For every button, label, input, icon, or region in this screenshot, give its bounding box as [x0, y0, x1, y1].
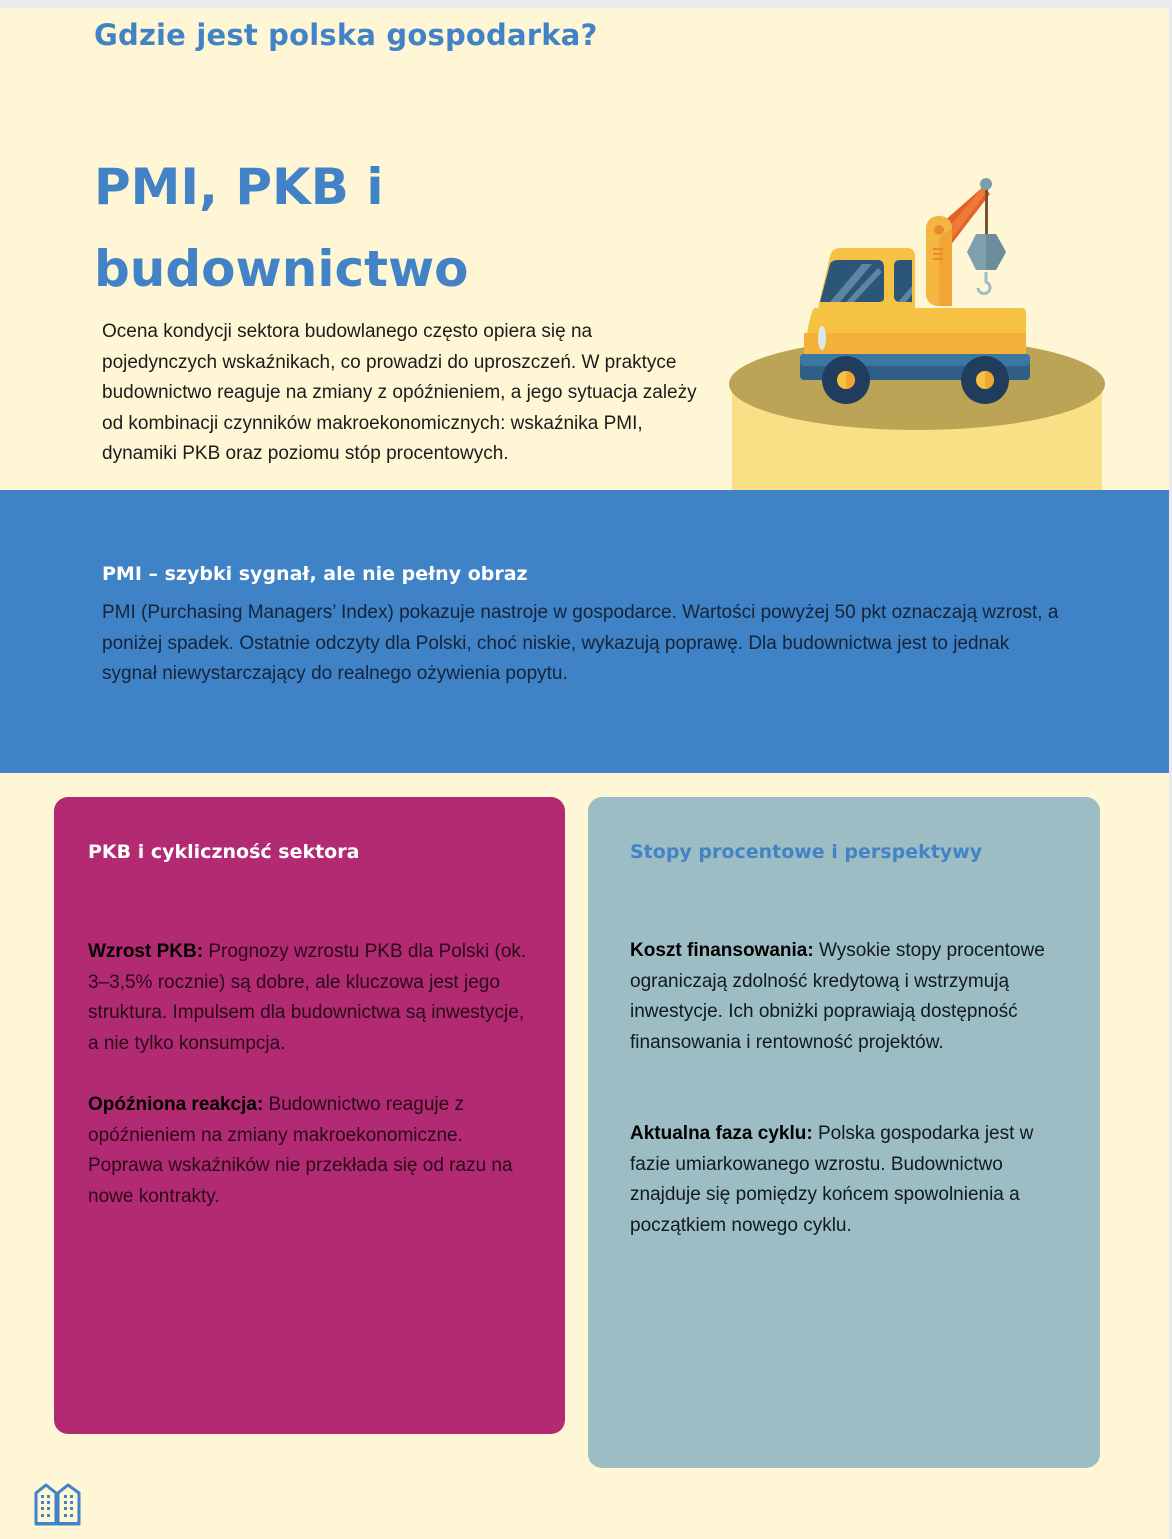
page-title: [94, 146, 554, 310]
pmi-section: [0, 490, 1169, 773]
card-rates-title: Stopy procentowe i perspektywy: [630, 841, 983, 863]
crane-truck-illustration: [722, 168, 1112, 498]
paragraph-label: Opóźniona reakcja:: [88, 1094, 264, 1115]
card-rates: [588, 797, 1100, 1468]
card-rates-paragraph-financing: [630, 936, 1070, 1058]
page-title-line-2: budownictwo: [94, 240, 469, 298]
pmi-section-title: PMI – szybki sygnał, ale nie pełny obraz: [102, 563, 528, 585]
page-title-line-1: PMI, PKB i: [94, 158, 384, 216]
paragraph-label: Wzrost PKB:: [88, 941, 204, 962]
paragraph-text: Prognozy wzrostu PKB dla Polski (ok. 3–3,5% rocznie) są dobre, ale kluczowa jest jego struktura. Impulsem dla budownictwa są inwestycje, a nie tylko konsumpcja.: [88, 941, 527, 1054]
pmi-section-text: PMI (Purchasing Managers’ Index) pokazuje nastroje w gospodarce. Wartości powyżej 50 pkt oznaczają wzrost, a poniżej spadek. Ostatnie odczyty dla Polski, choć niskie, wykazują poprawę. Dla budownictwa jest to jednak sygnał niewystarczający do realnego ożywienia popytu.: [102, 602, 1059, 684]
paragraph-label: Aktualna faza cyklu:: [630, 1123, 813, 1144]
intro-paragraph: Ocena kondycji sektora budowlanego często opiera się na pojedynczych wskaźnikach, co prowadzi do uproszczeń. W praktyce budownictwo reaguje na zmiany z opóźnieniem, a jego sytuacja zależy od kombinacji czynników makroekonomicznych: wskaźnika PMI, dynamiki PKB oraz poziomu stóp procentowych.: [102, 321, 697, 464]
card-pkb-title: PKB i cykliczność sektora: [88, 841, 360, 863]
kicker-heading: Gdzie jest polska gospodarka?: [94, 18, 598, 52]
card-pkb: [54, 797, 565, 1434]
paragraph-text: Budownictwo reaguje z opóźnieniem na zmiany makroekonomiczne. Poprawa wskaźników nie przekłada się od razu na nowe kontrakty.: [88, 1094, 513, 1207]
card-rates-paragraph-cycle: [630, 1119, 1070, 1241]
page: [0, 8, 1169, 1539]
buildings-icon: [33, 1480, 83, 1526]
card-pkb-paragraph-delay: [88, 1090, 528, 1212]
crane-truck-icon: [722, 168, 1112, 498]
paragraph-label: Koszt finansowania:: [630, 940, 814, 961]
card-pkb-paragraph-growth: [88, 937, 528, 1059]
paragraph-text: Polska gospodarka jest w fazie umiarkowanego wzrostu. Budownictwo znajduje się pomiędzy końcem spowolnienia a początkiem nowego cyklu.: [630, 1123, 1034, 1236]
paragraph-text: Wysokie stopy procentowe ograniczają zdolność kredytową i wstrzymują inwestycje. Ich obniżki poprawiają dostępność finansowania i rentowność projektów.: [630, 940, 1045, 1053]
